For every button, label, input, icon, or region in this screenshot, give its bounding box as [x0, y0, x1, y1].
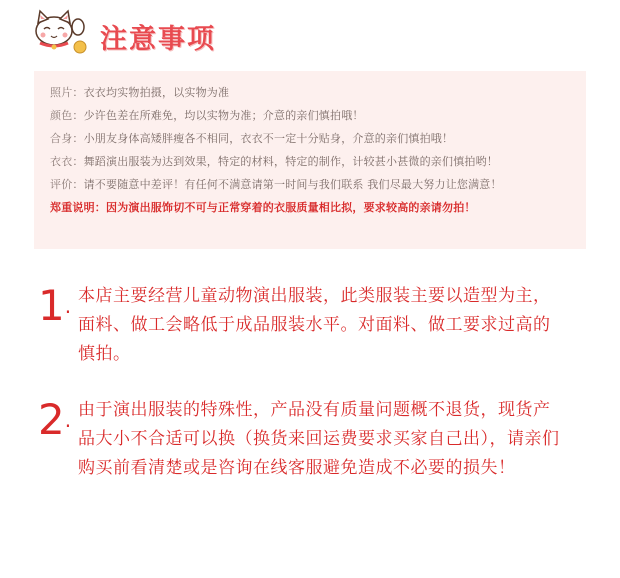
point-2 — [38, 396, 562, 483]
notice-row-review — [50, 173, 586, 196]
point-number-value: 1 — [38, 281, 65, 330]
warning-label: 郑重说明： — [50, 201, 106, 214]
notice-row-warning — [50, 196, 586, 219]
notice-label: 颜色： — [50, 109, 84, 122]
lucky-cat-icon — [28, 7, 92, 65]
page-title: 注意事项 — [100, 23, 216, 55]
point-number: 2. — [38, 395, 72, 444]
notice-label: 照片： — [50, 86, 84, 99]
notice-text: 请不要随意中差评！有任何不满意请第一时间与我们联系 我们尽最大努力让您满意！ — [83, 178, 502, 191]
notice-text: 衣衣均实物拍摄，以实物为准 — [83, 86, 230, 99]
point-number: 1. — [38, 281, 72, 330]
notice-label: 评价： — [50, 178, 84, 191]
notice-label: 合身： — [50, 132, 84, 145]
point-text: 本店主要经营儿童动物演出服装，此类服装主要以造型为主，面料、做工会略低于成品服装水平。对面料、做工要求过高的慎拍。 — [78, 286, 551, 364]
notice-box — [34, 71, 586, 249]
notice-row-fit — [50, 127, 586, 150]
notice-text: 少许色差在所难免，均以实物为准；介意的亲们慎拍哦！ — [83, 109, 364, 122]
warning-text: 因为演出服饰切不可与正常穿着的衣服质量相比拟，要求较高的亲请勿拍！ — [106, 201, 476, 214]
point-text: 由于演出服装的特殊性，产品没有质量问题概不退货，现货产品大小不合适可以换（换货来回运费要求买家自己出），请亲们购买前看清楚或是咨询在线客服避免造成不必要的损失！ — [78, 400, 560, 478]
notice-text: 舞蹈演出服装为达到效果，特定的材料，特定的制作，计较甚小甚微的亲们慎拍哟！ — [83, 155, 499, 168]
point-1 — [38, 282, 562, 369]
notice-row-color — [50, 104, 586, 127]
notice-row-photo — [50, 81, 586, 104]
notice-row-clothes — [50, 150, 586, 173]
notice-text: 小朋友身体高矮胖瘦各不相同，衣衣不一定十分贴身，介意的亲们慎拍哦！ — [83, 132, 454, 145]
lucky-cat-logo — [28, 7, 92, 65]
notice-label: 衣衣： — [50, 155, 84, 168]
header — [28, 6, 216, 66]
point-number-value: 2 — [38, 395, 65, 444]
